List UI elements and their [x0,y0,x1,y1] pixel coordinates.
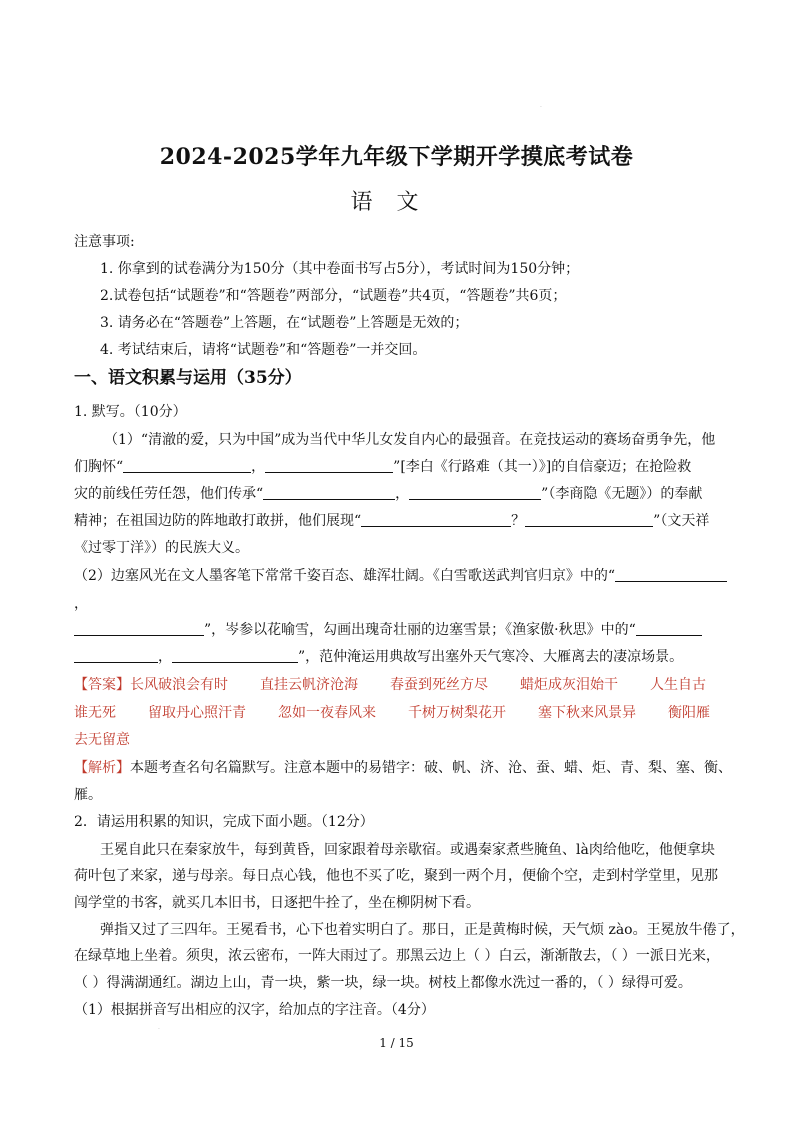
passage-line: 荷叶包了来家，递与母亲。每日点心钱，他也不买了吃，聚到一两个月，便偷个空，走到村学堂里，见那 [74,868,718,884]
sub-question: （1）根据拼音写出相应的汉字，给加点的字注音。（4分） [74,1002,435,1018]
answer-blank[interactable] [409,485,541,500]
text-fragment: ”，岑参以花喻雪，勾画出瑰奇壮丽的边塞雪景；《渔家傲·秋思》中的“ [204,622,636,638]
notice-item: 1. 你拿到的试卷满分为150分（其中卷面书写占5分），考试时间为150分钟； [100,261,580,277]
exam-subject: 语文 [350,190,443,215]
answer-item: 留取丹心照汗青 [148,705,246,721]
answer-blank[interactable] [172,648,298,663]
question-stem: 1. 默写。（10分） [74,404,187,420]
answer-line [74,675,706,695]
answer-label: 【答案】 [74,677,130,693]
answer-item: 忽如一夜春风来 [278,705,376,721]
answer-item: 谁无死 [74,705,116,721]
answer-item: 直挂云帆济沧海 [260,677,358,693]
passage-line: 闯学堂的书客，就买几本旧书，日逐把牛拴了，坐在柳阴树下看。 [74,895,480,911]
passage-line: 弹指又过了三四年。王冕看书，心下也着实明白了。那日，正是黄梅时候，天气烦 zào。王冕放牛倦了， [100,922,745,938]
answer-item: 塞下秋来风景异 [538,705,636,721]
text-fragment: ”（李商隐《无题》）的奉献 [541,486,703,502]
question-text [74,620,702,640]
answer-blank[interactable] [615,567,727,582]
question-stem: 2．请运用积累的知识，完成下面小题。（12分） [74,814,374,830]
question-text: ， [74,596,88,612]
text-fragment: 灾的前线任劳任怨，他们传承“ [74,486,264,502]
answer-blank[interactable] [636,621,702,636]
answer-blank[interactable] [123,458,251,473]
question-text [74,457,691,477]
analysis-line: 雁。 [74,787,102,803]
question-text [74,566,727,586]
page-number: 1 / 15 [379,1036,414,1050]
notice-item: 2.试卷包括“试题卷”和“答题卷”两部分，“试题卷”共4页，“答题卷”共6页； [100,288,567,304]
answer-blank[interactable] [361,512,511,527]
text-fragment: （2）边塞风光在文人墨客笔下常常千姿百态、雄浑壮阔。《白雪歌送武判官归京》中的“ [74,568,616,584]
text-fragment: ， [158,649,172,665]
text-fragment: ”，范仲淹运用典故写出塞外天气寒冷、大雁离去的凄凉场景。 [298,649,684,665]
question-text [74,647,683,667]
scan-mark: · [540,104,542,111]
analysis-label: 【解析】 [74,760,130,776]
answer-item: 人生自古 [650,677,706,693]
answer-item: 春蚕到死丝方尽 [390,677,488,693]
answer-blank[interactable] [265,458,393,473]
answer-item: 衡阳雁 [668,705,710,721]
text-fragment: ”[李白《行路难（其一）》]的自信豪迈；在抢险救 [393,459,692,475]
passage-line: 王冕自此只在秦家放牛，每到黄昏，回家跟着母亲歇宿。或遇秦家煮些腌鱼、là肉给他吃，他便拿块 [100,842,715,858]
text-fragment: ？ [511,513,526,529]
passage-line: （ ）得满湖通红。湖边上山，青一块，紫一块，绿一块。树枝上都像水洗过一番的，（ ）绿得可爱。 [74,975,692,991]
scan-mark: · [158,1026,160,1033]
answer-blank[interactable] [74,621,204,636]
question-text [74,484,702,504]
question-text [74,511,709,531]
analysis-line [74,758,732,778]
text-fragment: 精神；在祖国边防的阵地敢打敢拼，他们展现“ [74,513,362,529]
text-fragment: 们胸怀“ [74,459,124,475]
notice-heading: 注意事项: [74,234,135,250]
text-fragment: ， [395,486,410,502]
question-text: 《过零丁洋》）的民族大义。 [74,540,249,556]
notice-item: 4. 考试结束后，请将“试题卷”和“答题卷”一并交回。 [100,342,427,358]
text-fragment: ， [251,459,266,475]
answer-item: 千树万树梨花开 [408,705,506,721]
answer-line: 去无留意 [74,732,130,748]
text-fragment: ”（文天祥 [653,513,710,529]
passage-line: 在绿草地上坐着。须臾，浓云密布，一阵大雨过了。那黑云边上（ ）白云，渐渐散去，（ ）一派日光来， [74,948,720,964]
answer-blank[interactable] [263,485,395,500]
answer-item: 长风破浪会有时 [130,677,228,693]
answer-blank[interactable] [74,648,158,663]
notice-item: 3. 请务必在“答题卷”上答题，在“试题卷”上答题是无效的； [100,315,469,331]
exam-title: 2024-2025学年九年级下学期开学摸底考试卷 [159,144,634,170]
analysis-text: 本题考查名句名篇默写。注意本题中的易错字：破、帆、济、沧、蚕、蜡、炬、青、梨、塞、衡、 [130,760,732,776]
section-heading: 一、语文积累与运用（35分） [74,368,302,388]
answer-item: 蜡炬成灰泪始干 [520,677,618,693]
question-text: （1）“清澈的爱，只为中国”成为当代中华儿女发自内心的最强音。在竞技运动的赛场奋勇争先，他 [104,432,716,448]
answer-blank[interactable] [525,512,653,527]
answer-line [74,703,710,723]
